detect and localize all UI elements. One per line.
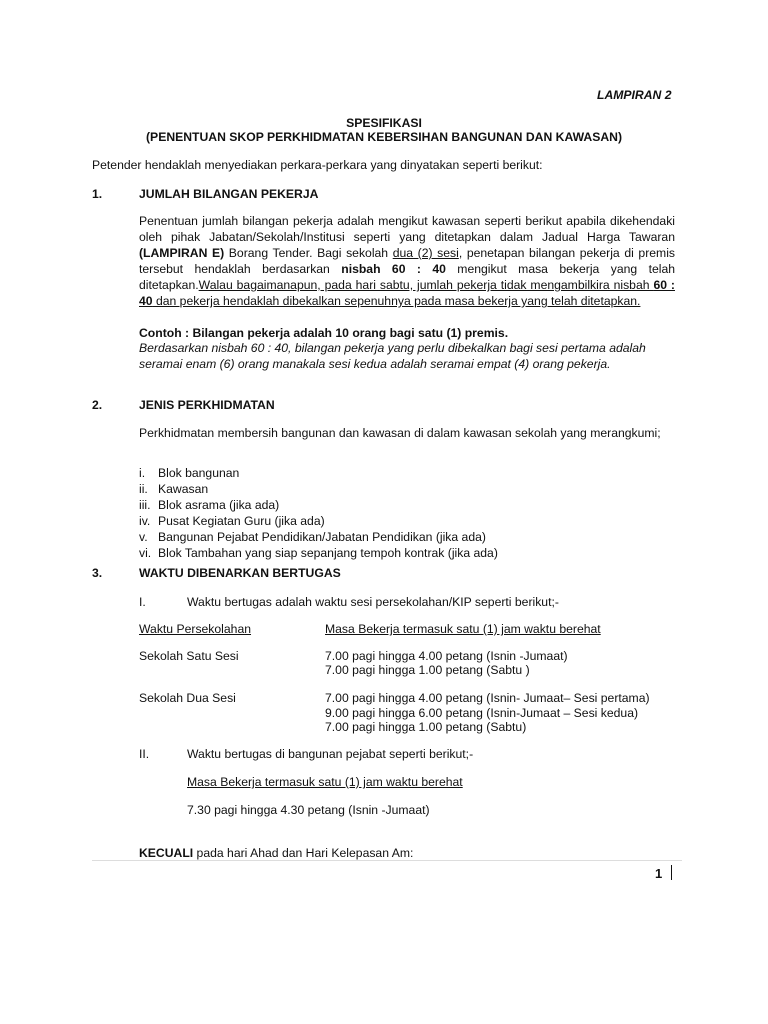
list-item: Blok asrama (jika ada) [158, 498, 280, 512]
page-number-separator [671, 865, 672, 880]
ratio-text: nisbah 60 : 40 [341, 262, 446, 276]
list-item-number: vi. [139, 546, 152, 560]
para-text: mengikut masa bekerja yang telah ditetapkan. [139, 262, 675, 292]
document-subtitle: (PENENTUAN SKOP PERKHIDMATAN KEBERSIHAN BANGUNAN DAN KAWASAN) [146, 130, 622, 144]
example-heading: Contoh : Bilangan pekerja adalah 10 orang bagi satu (1) premis. [139, 326, 509, 340]
section-1-paragraph [139, 213, 675, 309]
schedule-hours: 7.00 pagi hingga 4.00 petang (Isnin -Jumaat) [325, 649, 568, 663]
list-item: Bangunan Pejabat Pendidikan/Jabatan Pendidikan (jika ada) [158, 530, 486, 544]
footer-divider [92, 860, 682, 861]
para-text: Borang Tender. Bagi sekolah [224, 246, 393, 260]
office-hours: 7.30 pagi hingga 4.30 petang (Isnin -Jumaat) [187, 803, 430, 817]
document-title: SPESIFIKASI [346, 116, 422, 130]
page-number: 1 [655, 866, 663, 881]
list-item-number: v. [139, 530, 148, 544]
subsection-1-text: Waktu bertugas adalah waktu sesi persekolahan/KIP seperti berikut;- [187, 595, 559, 609]
schedule-hours: 9.00 pagi hingga 6.00 petang (Isnin-Jumaat – Sesi kedua) [325, 706, 639, 720]
office-column-header: Masa Bekerja termasuk satu (1) jam waktu berehat [187, 775, 463, 789]
list-item-number: ii. [139, 482, 148, 496]
section-2-paragraph: Perkhidmatan membersih bangunan dan kawasan di dalam kawasan sekolah yang merangkumi; [139, 426, 661, 440]
two-session-text: dua (2) sesi [392, 246, 459, 260]
list-item: Kawasan [158, 482, 209, 496]
saturday-note: Walau bagaimanapun, pada hari sabtu, jumlah pekerja tidak mengambilkira nisbah 60 : 40 dan pekerja hendaklah dibekalkan sepenuhnya pada masa bekerja yang telah ditetapkan. [139, 278, 675, 308]
example-text: Berdasarkan nisbah 60 : 40, bilangan pekerja yang perlu dibekalkan bagi sesi pertama adalah seramai enam (6) orang manakala sesi kedua adalah seramai empat (4) orang pekerja. [139, 341, 646, 371]
section-3-heading: WAKTU DIBENARKAN BERTUGAS [139, 566, 341, 580]
intro-text: Petender hendaklah menyediakan perkara-perkara yang dinyatakan seperti berikut: [92, 158, 543, 172]
exception-keyword: KECUALI [139, 846, 194, 860]
subsection-2-text: Waktu bertugas di bangunan pejabat seperti berikut;- [187, 747, 474, 761]
annex-e-ref: (LAMPIRAN E) [139, 246, 225, 260]
list-item: Pusat Kegiatan Guru (jika ada) [158, 514, 325, 528]
schedule-row-label: Sekolah Dua Sesi [139, 691, 236, 705]
column-header-left: Waktu Persekolahan [139, 622, 252, 636]
annex-label: LAMPIRAN 2 [597, 88, 672, 102]
schedule-row-label: Sekolah Satu Sesi [139, 649, 239, 663]
list-item-number: iv. [139, 514, 151, 528]
list-item-number: i. [139, 466, 146, 480]
column-header-right: Masa Bekerja termasuk satu (1) jam waktu berehat [325, 622, 601, 636]
schedule-hours: 7.00 pagi hingga 1.00 petang (Sabtu ) [325, 663, 530, 677]
section-2-number: 2. [92, 398, 103, 412]
exception-text: pada hari Ahad dan Hari Kelepasan Am: [193, 846, 414, 860]
schedule-hours: 7.00 pagi hingga 1.00 petang (Sabtu) [325, 720, 527, 734]
para-text: Penentuan jumlah bilangan pekerja adalah mengikut kawasan seperti berikut apabila dikehendaki oleh pihak Jabatan/Sekolah/Institusi seperti yang ditetapkan dalam Jadual Harga Tawaran [139, 214, 675, 244]
ratio-text: 60 : 40 [139, 278, 675, 308]
section-1-number: 1. [92, 187, 103, 201]
para-text: , penetapan bilangan pekerja di premis tersebut hendaklah berdasarkan [139, 246, 675, 276]
section-3-number: 3. [92, 566, 103, 580]
list-item: Blok Tambahan yang siap sepanjang tempoh kontrak (jika ada) [158, 546, 498, 560]
section-2-heading: JENIS PERKHIDMATAN [139, 398, 275, 412]
list-item: Blok bangunan [158, 466, 240, 480]
subsection-1-number: I. [139, 595, 146, 609]
section-1-heading: JUMLAH BILANGAN PEKERJA [139, 187, 319, 201]
exception-note [139, 845, 413, 861]
subsection-2-number: II. [139, 747, 150, 761]
list-item-number: iii. [139, 498, 151, 512]
schedule-hours: 7.00 pagi hingga 4.00 petang (Isnin- Jumaat– Sesi pertama) [325, 691, 650, 705]
